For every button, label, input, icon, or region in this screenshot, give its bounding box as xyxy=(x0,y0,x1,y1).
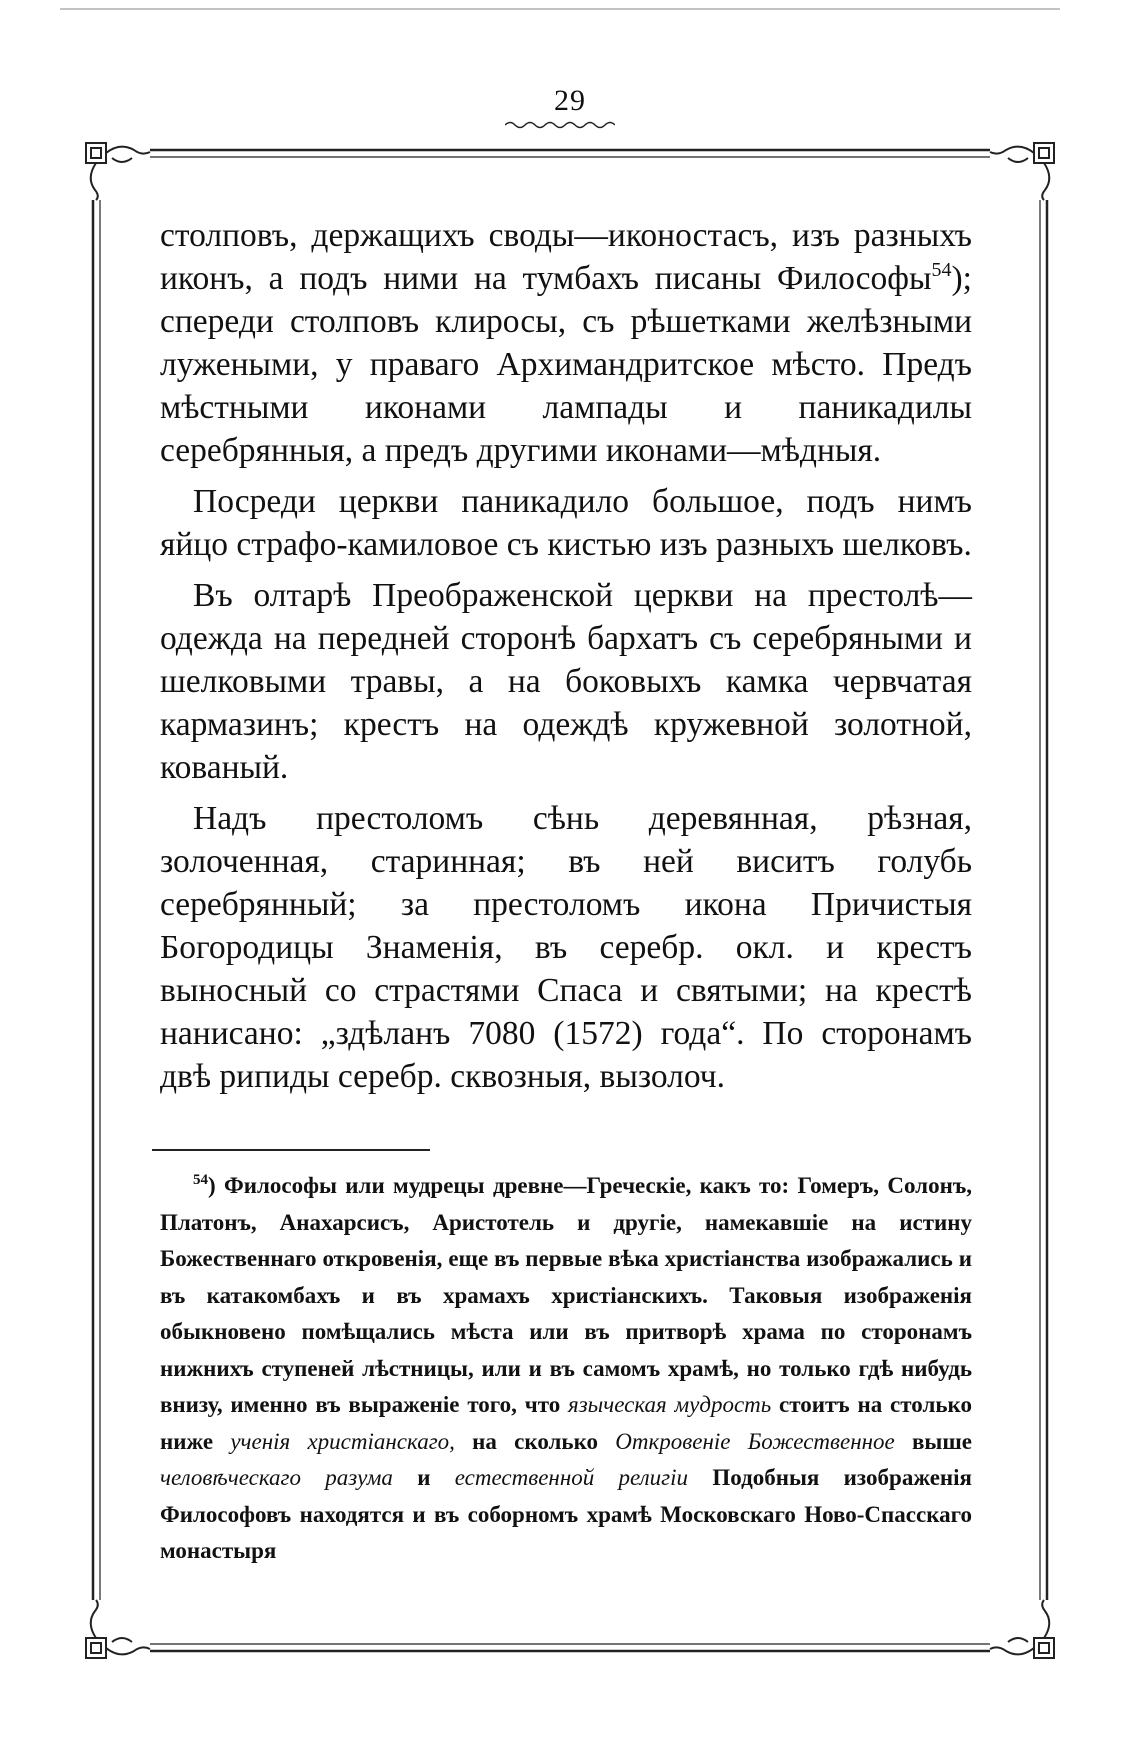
page-header xyxy=(0,84,1140,118)
top-edge-rule xyxy=(60,8,1060,10)
paragraph-4: Надъ престоломъ сѣнь деревянная, рѣзная, золоченная, старинная; въ ней виситъ голубь серебрянный; за престоломъ икона Причистыя Богородицы Знаменія, въ серебр. окл. и крестъ выносный со страстями Спаса и святыми; на крестѣ нанисано: „здѣланъ 7080 (1572) года“. По сторонамъ двѣ рипиды серебр. сквозныя, вызолоч. xyxy=(160,800,972,1095)
footnote-italic-2: ученія христіанскаго, xyxy=(230,1428,455,1454)
footnote-text-2: стоитъ на столько ниже xyxy=(160,1392,972,1454)
paragraph-1-part-2: ); спереди столповъ клиросы, съ рѣшетками желѣзными лужеными, у праваго Архимандритское мѣсто. Предъ мѣстными иконами лампады и паникадилы серебрянныя, а предъ другими иконами—мѣдныя. xyxy=(160,260,972,469)
footnote-number: 54 xyxy=(193,1172,208,1188)
footnote-reference: 54 xyxy=(931,259,952,281)
paragraph-1 xyxy=(160,214,972,472)
page-number-ornament xyxy=(505,120,615,130)
footnote-separator xyxy=(152,1149,430,1151)
paragraph-1-part-1: столповъ, держащихъ своды—иконостасъ, изъ разныхъ иконъ, а подъ ними на тумбахъ писаны Философы xyxy=(160,217,972,297)
footnote-text-6: Подобныя изображенія Философовъ находятся и въ соборномъ храмѣ Московскаго Ново-Спасскаго монастыря xyxy=(160,1465,972,1563)
footnote-italic-1: языческая мудрость xyxy=(568,1392,772,1417)
footnote-text-5: и xyxy=(392,1465,455,1490)
paragraph-2: Посреди церкви паникадило большое, подъ нимъ яйцо страфо-камиловое съ кистью изъ разныхъ шелковъ. xyxy=(160,483,972,563)
footnote-italic-5: естественной религіи xyxy=(454,1465,689,1490)
footnote-italic-3: Откровеніе Божественное xyxy=(615,1428,895,1454)
footnote-text-1: ) Философы или мудрецы древне—Греческіе, какъ то: Гомеръ, Солонъ, Платонъ, Анахарсисъ, Аристотель и другіе, намекавшіе на истину Божественнаго откровенія, еще въ первые вѣка христіанства изображались и въ катакомбахъ и въ храмахъ христіанскихъ. Таковыя изображенія обыкновено помѣщались мѣста или въ притворѣ храма по сторонамъ нижнихъ ступеней лѣстницы, или и въ самомъ храмѣ, но только гдѣ нибудь внизу, именно въ выраженіе того, что xyxy=(160,1173,972,1417)
paragraph-3: Въ олтарѣ Преображенской церкви на престолѣ—одежда на передней сторонѣ бархатъ съ серебряными и шелковыми травы, а на боковыхъ камка червчатая кармазинъ; крестъ на одеждѣ кружевной золотной, кованый. xyxy=(160,577,972,786)
footnote-text-3: на сколько xyxy=(454,1428,616,1454)
main-text xyxy=(160,214,972,1098)
page-number: 29 xyxy=(554,84,586,117)
footnote-text-4: выше xyxy=(894,1428,972,1454)
footnote xyxy=(160,1168,972,1570)
footnote-italic-4: человѣческаго разума xyxy=(160,1465,393,1490)
